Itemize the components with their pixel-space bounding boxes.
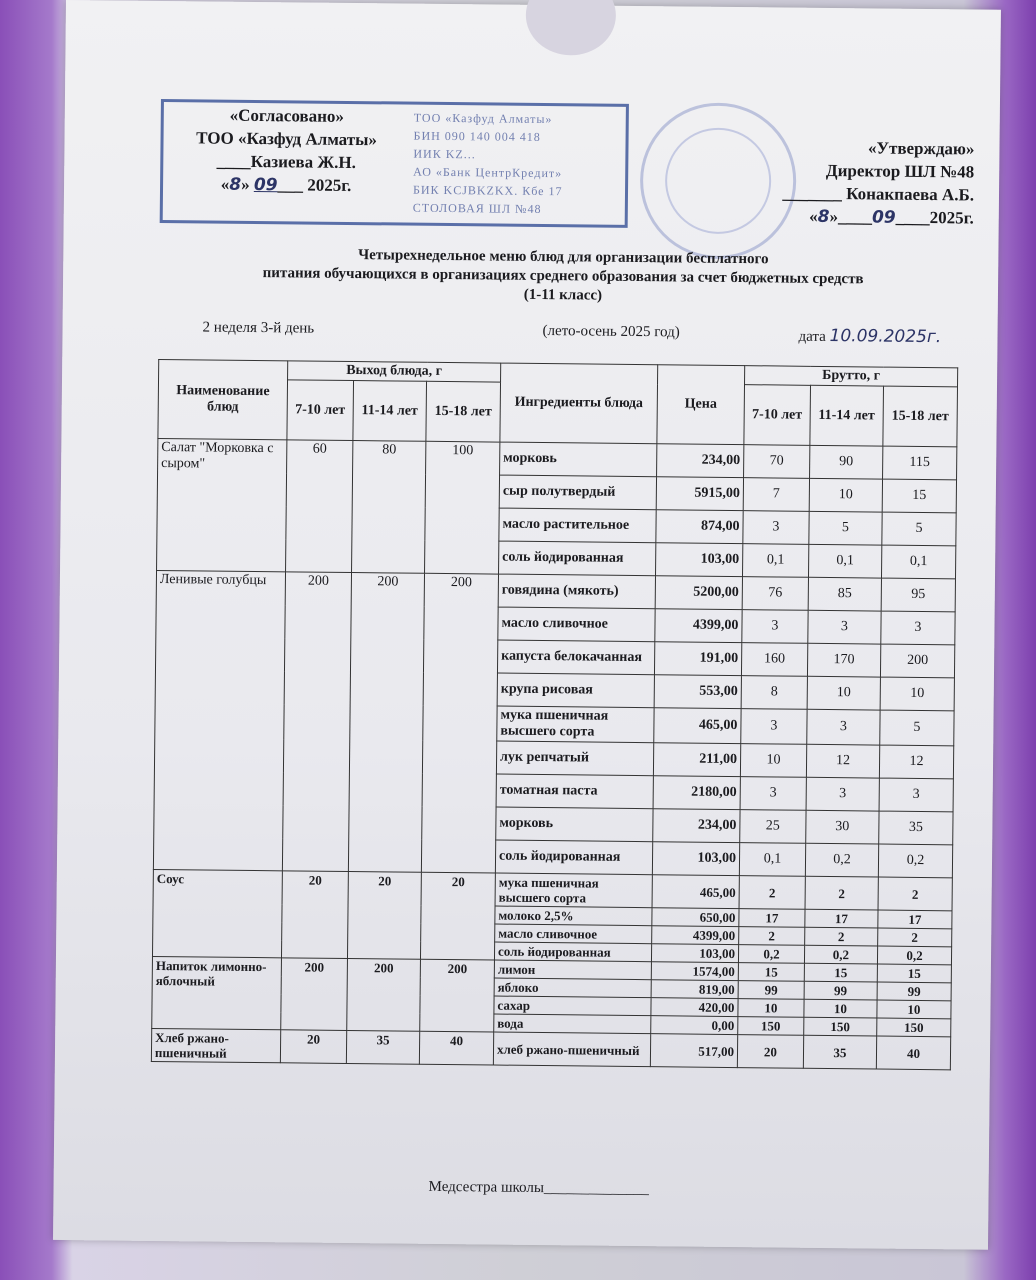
ingredient-brutto: 3 [879, 778, 953, 812]
ingredient-brutto: 3 [806, 777, 879, 811]
ingredient-name: соль йодированная [498, 541, 655, 576]
ingredient-brutto: 70 [744, 445, 810, 479]
ingredient-name: хлеб ржано-пшеничный [493, 1032, 650, 1067]
ingredient-name: масло сливочное [495, 924, 652, 944]
ingredient-price: 103,00 [651, 944, 738, 963]
ingredient-brutto: 2 [878, 877, 952, 911]
ingredient-brutto: 30 [806, 810, 879, 844]
ingredient-brutto: 0,1 [739, 843, 805, 877]
header-price: Цена [657, 365, 745, 445]
dish-output: 40 [419, 1031, 493, 1065]
sleeve-notch [525, 0, 616, 56]
ingredient-brutto: 150 [877, 1018, 951, 1037]
ingredient-brutto: 160 [741, 643, 807, 677]
ingredient-name: масло сливочное [498, 607, 655, 642]
ingredient-price: 4399,00 [655, 609, 742, 643]
ingredient-price: 517,00 [650, 1034, 737, 1068]
approval-left-org: ТОО «Казфуд Алматы» [196, 128, 378, 150]
ingredient-name: лимон [494, 960, 651, 980]
ingredient-brutto: 15 [738, 963, 804, 982]
ingredient-name: яблоко [494, 978, 651, 998]
ingredient-brutto: 35 [803, 1035, 876, 1069]
ingredient-brutto: 10 [880, 677, 954, 711]
header-age: 15-18 лет [883, 386, 958, 447]
ingredient-brutto: 3 [743, 511, 809, 545]
ingredient-brutto: 0,2 [738, 945, 804, 964]
ingredient-price: 191,00 [654, 642, 741, 676]
dish-name: Хлеб ржано-пшеничный [151, 1028, 280, 1062]
ingredient-name: крупа рисовая [497, 673, 654, 708]
dish-output: 60 [286, 440, 353, 573]
ingredient-brutto: 95 [881, 578, 955, 612]
ingredient-name: мука пшеничная высшего сорта [495, 873, 652, 908]
ingredient-brutto: 10 [804, 999, 877, 1018]
ingredient-price: 1574,00 [651, 962, 738, 981]
ingredient-price: 465,00 [654, 708, 741, 744]
ingredient-name: сахар [494, 996, 651, 1016]
ingredient-brutto: 5 [882, 512, 956, 546]
dish-output: 20 [280, 1030, 346, 1064]
header-output: Выход блюда, г [288, 361, 501, 382]
ingredient-price: 4399,00 [652, 926, 739, 945]
ingredient-name: томатная паста [496, 774, 653, 809]
ingredient-brutto: 20 [737, 1035, 803, 1069]
ingredient-price: 0,00 [651, 1016, 738, 1035]
ingredient-name: масло растительное [499, 508, 656, 543]
table-row [153, 869, 952, 910]
ingredient-brutto: 17 [878, 910, 952, 929]
ingredient-name: морковь [496, 807, 653, 842]
ingredient-brutto: 8 [741, 676, 807, 710]
ingredient-brutto: 115 [883, 446, 957, 480]
ingredient-brutto: 15 [804, 963, 877, 982]
header-age: 7-10 лет [287, 380, 354, 441]
stamp-text-line: ТОО «Казфуд Алматы» [413, 110, 553, 127]
ingredient-brutto: 10 [807, 676, 880, 710]
ingredient-brutto: 150 [738, 1017, 804, 1036]
ingredient-brutto: 35 [879, 811, 953, 845]
ingredient-price: 2180,00 [653, 776, 740, 810]
date-field: дата 10.09.2025г. [798, 326, 942, 348]
ingredient-price: 5915,00 [656, 477, 743, 511]
ingredient-price: 234,00 [653, 809, 740, 843]
header-dish: Наименование блюд [158, 359, 288, 439]
ingredient-brutto: 3 [808, 610, 881, 644]
table-row [156, 570, 955, 611]
dish-name: Соус [152, 869, 282, 957]
approval-right-title: «Утверждаю» [867, 138, 975, 159]
document-title [163, 244, 964, 309]
header-age: 15-18 лет [426, 381, 501, 442]
table-row [151, 1028, 950, 1069]
dish-name: Ленивые голубцы [153, 570, 285, 870]
ingredient-brutto: 17 [805, 909, 878, 928]
ingredient-price: 650,00 [652, 908, 739, 927]
dish-output: 35 [346, 1030, 419, 1064]
stamp-text [413, 109, 619, 219]
stamp-text-line: СТОЛОВАЯ ШЛ №48 [412, 200, 542, 216]
header-ingredients: Ингредиенты блюда [500, 363, 658, 444]
approval-right [754, 135, 975, 230]
ingredient-brutto: 170 [807, 643, 880, 677]
ingredient-brutto: 15 [882, 479, 956, 513]
dish-output: 200 [282, 572, 351, 872]
ingredient-brutto: 76 [742, 577, 808, 611]
title-line: питания обучающихся в организациях среднего образования за счет бюджетных средств [262, 265, 864, 288]
dish-output: 100 [425, 441, 500, 574]
ingredient-brutto: 99 [877, 982, 951, 1001]
stamp-text-line: ИИК KZ... [413, 146, 476, 162]
ingredient-brutto: 3 [881, 611, 955, 645]
ingredient-name: вода [494, 1014, 651, 1034]
ingredient-brutto: 10 [877, 1000, 951, 1019]
ingredient-name: соль йодированная [495, 840, 652, 875]
season: (лето-осень 2025 год) [542, 323, 680, 341]
dish-output: 20 [347, 872, 421, 960]
dish-output: 200 [348, 573, 424, 873]
ingredient-brutto: 25 [740, 810, 806, 844]
ingredient-brutto: 10 [740, 744, 806, 778]
ingredient-brutto: 200 [880, 644, 954, 678]
header-brutto: Брутто, г [744, 366, 957, 387]
ingredient-brutto: 0,2 [805, 843, 878, 877]
ingredient-brutto: 40 [876, 1036, 950, 1070]
ingredient-name: лук репчатый [496, 741, 653, 776]
ingredient-name: морковь [500, 442, 657, 477]
ingredient-price: 553,00 [654, 675, 741, 709]
header-age: 11-14 лет [810, 385, 884, 446]
dish-output: 200 [281, 958, 348, 1031]
ingredient-brutto: 0,1 [808, 544, 881, 578]
dish-output: 200 [420, 959, 495, 1032]
dish-output: 200 [421, 573, 498, 873]
ingredient-brutto: 2 [805, 927, 878, 946]
ingredient-brutto: 12 [879, 745, 953, 779]
ingredient-brutto: 99 [804, 981, 877, 1000]
dish-output: 80 [351, 441, 425, 574]
dish-output: 20 [420, 872, 495, 960]
approval-left-title: «Согласовано» [229, 105, 345, 126]
ingredient-brutto: 85 [808, 577, 881, 611]
ingredient-brutto: 90 [809, 445, 882, 479]
ingredient-brutto: 10 [809, 478, 882, 512]
ingredient-brutto: 3 [740, 777, 806, 811]
ingredient-brutto: 2 [878, 928, 952, 947]
ingredient-price: 420,00 [651, 998, 738, 1017]
dish-output: 200 [347, 958, 421, 1031]
ingredient-brutto: 2 [805, 876, 878, 910]
ingredient-price: 234,00 [657, 444, 744, 478]
ingredient-name: соль йодированная [494, 942, 651, 962]
approval-right-date: «8»____09____2025г. [809, 206, 974, 228]
ingredient-price: 103,00 [655, 543, 742, 577]
ingredient-brutto: 3 [741, 709, 807, 745]
ingredient-brutto: 2 [739, 876, 805, 910]
ingredient-name: сыр полутвердый [499, 475, 656, 510]
ingredient-brutto: 0,1 [881, 545, 955, 579]
nurse-signature: Медсестра школы______________ [428, 1178, 650, 1198]
approval-left [166, 103, 407, 199]
approval-left-name-line: ____Казиева Ж.Н. [216, 151, 357, 173]
ingredient-brutto: 99 [738, 981, 804, 1000]
ingredient-brutto: 17 [739, 909, 805, 928]
header-age: 7-10 лет [744, 385, 811, 446]
ingredient-name: мука пшеничная высшего сорта [497, 706, 654, 743]
ingredient-price: 874,00 [656, 510, 743, 544]
week-day: 2 неделя 3-й день [202, 319, 315, 337]
ingredient-brutto: 2 [739, 927, 805, 946]
ingredient-name: капуста белокачанная [497, 640, 654, 675]
ingredient-name: говядина (мякоть) [498, 574, 655, 609]
stamp-text-line: БИН 090 140 004 418 [413, 128, 541, 144]
ingredient-brutto: 5 [880, 710, 954, 746]
ingredient-name: молоко 2,5% [495, 906, 652, 926]
approval-right-position: Директор ШЛ №48 [825, 160, 975, 182]
dish-name: Салат "Морковка с сыром" [157, 438, 287, 571]
ingredient-brutto: 150 [804, 1017, 877, 1036]
ingredient-price: 5200,00 [655, 576, 742, 610]
approval-right-name-line: _______ Конакпаева А.Б. [782, 183, 975, 205]
ingredient-brutto: 12 [806, 744, 879, 778]
table-row [158, 438, 957, 479]
ingredient-brutto: 7 [743, 478, 809, 512]
stamp-text-line: АО «Банк ЦентрКредит» [413, 164, 563, 181]
document-sheet [53, 0, 1001, 1250]
stamp-text-line: БИК KCJBKZKX. Кбе 17 [412, 182, 563, 199]
dish-output: 20 [281, 871, 348, 959]
ingredient-brutto: 15 [877, 964, 951, 983]
ingredient-price: 211,00 [653, 743, 740, 777]
ingredient-price: 819,00 [651, 980, 738, 999]
ingredient-price: 465,00 [652, 875, 739, 909]
title-line: (1-11 класс) [523, 286, 603, 304]
ingredient-price: 103,00 [652, 842, 739, 876]
header-age: 11-14 лет [353, 381, 427, 442]
menu-table [151, 359, 958, 1070]
ingredient-brutto: 5 [809, 511, 882, 545]
ingredient-brutto: 3 [807, 709, 880, 745]
dish-name: Напиток лимонно-яблочный [152, 956, 282, 1029]
ingredient-brutto: 0,1 [742, 544, 808, 578]
ingredient-brutto: 10 [738, 999, 804, 1018]
ingredient-brutto: 3 [742, 610, 808, 644]
ingredient-brutto: 0,2 [804, 945, 877, 964]
approval-left-date: «8» 09___ 2025г. [220, 174, 352, 196]
ingredient-brutto: 0,2 [877, 946, 951, 965]
title-line: Четырехнедельное меню блюд для организации бесплатного [358, 247, 769, 268]
ingredient-brutto: 0,2 [878, 844, 952, 878]
